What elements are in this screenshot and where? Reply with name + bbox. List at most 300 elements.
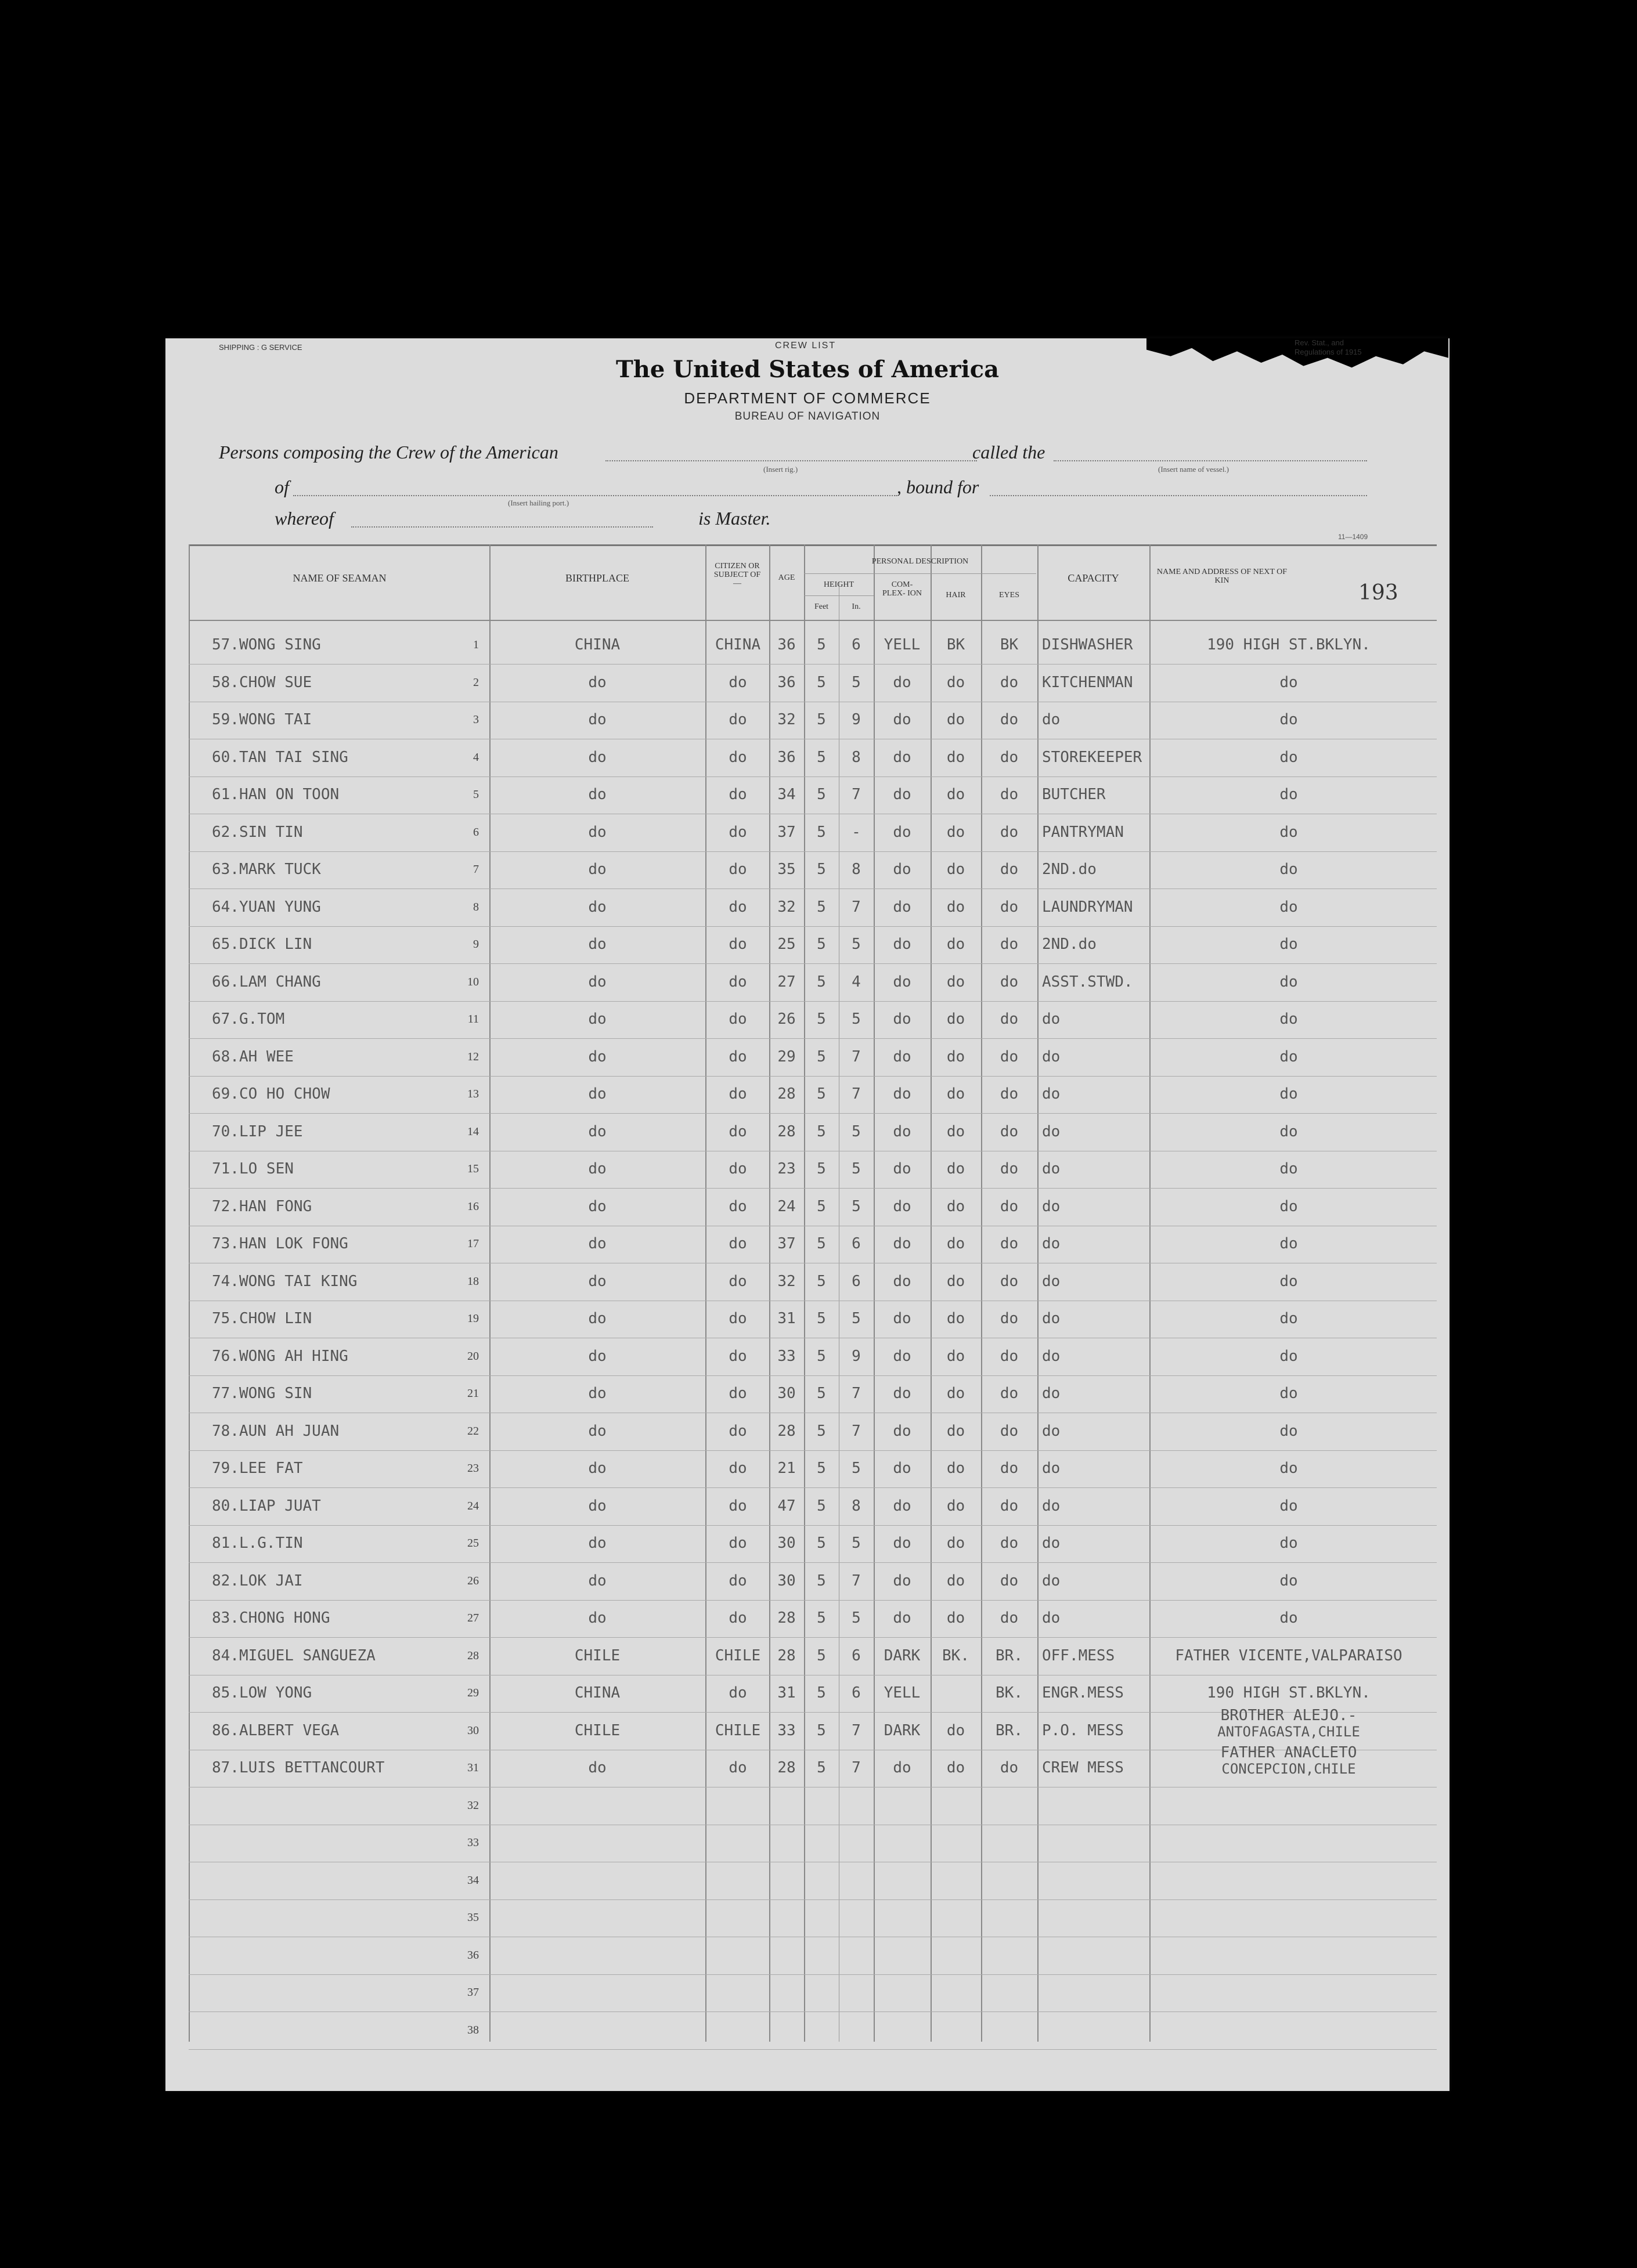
next-of-kin: do <box>1279 1272 1298 1290</box>
age: 21 <box>777 1460 796 1477</box>
birthplace: do <box>588 1160 607 1178</box>
capacity: ENGR.MESS <box>1042 1684 1124 1702</box>
table-row <box>189 1861 1437 1900</box>
seaman-name: 62.SIN TIN <box>212 823 303 841</box>
line-number: 33 <box>467 1836 479 1849</box>
birthplace: do <box>588 861 607 878</box>
age: 29 <box>777 1048 796 1066</box>
hair: do <box>946 1460 965 1477</box>
age: 30 <box>777 1385 796 1402</box>
next-of-kin: do <box>1279 1197 1298 1215</box>
table-row <box>189 1225 1437 1263</box>
age: 28 <box>777 1759 796 1776</box>
citizenship: do <box>729 1759 747 1776</box>
table-row <box>189 1000 1437 1039</box>
complexion: DARK <box>884 1646 921 1664</box>
birthplace: do <box>588 1759 607 1776</box>
birthplace: CHILE <box>574 1721 621 1739</box>
next-of-kin: do <box>1279 711 1298 728</box>
line-number: 38 <box>467 2023 479 2036</box>
table-row <box>189 1786 1437 1825</box>
height-feet: 5 <box>817 1310 826 1327</box>
hair <box>931 1786 981 1825</box>
table-row <box>189 813 1437 852</box>
next-of-kin: do <box>1279 936 1298 953</box>
department-name: DEPARTMENT OF COMMERCE <box>684 389 931 407</box>
col-height: HEIGHT <box>823 580 854 589</box>
seaman-name: 73.HAN LOK FONG <box>212 1235 348 1252</box>
hair: do <box>946 1347 965 1365</box>
eyes: do <box>1000 1085 1019 1103</box>
complexion <box>874 1861 931 1899</box>
line-number: 23 <box>467 1462 479 1475</box>
citizenship: do <box>729 1385 747 1402</box>
height-feet: 5 <box>817 636 826 653</box>
table-row <box>189 1262 1437 1301</box>
port-hint: (Insert hailing port.) <box>508 499 569 507</box>
height-inches: 6 <box>852 636 861 653</box>
next-of-kin: 190 HIGH ST.BKLYN. <box>1207 1684 1371 1702</box>
height-feet: 5 <box>817 748 826 766</box>
complexion: DARK <box>884 1721 921 1739</box>
height-feet: 5 <box>817 786 826 803</box>
height-feet: 5 <box>817 711 826 728</box>
hair <box>931 1973 981 2011</box>
height-feet: 5 <box>817 1197 826 1215</box>
next-of-kin: do <box>1279 1572 1298 1590</box>
hair: do <box>946 1310 965 1327</box>
birthplace: do <box>588 1347 607 1365</box>
eyes <box>981 1786 1037 1825</box>
birthplace: do <box>588 1197 607 1215</box>
citizenship: do <box>729 711 747 728</box>
eyes: do <box>1000 1497 1019 1515</box>
eyes: BK. <box>996 1684 1023 1702</box>
hair: do <box>946 1534 965 1552</box>
next-of-kin: do <box>1279 1010 1298 1028</box>
capacity: 2ND.do <box>1042 936 1097 953</box>
next-of-kin: do <box>1279 1422 1298 1440</box>
complexion: do <box>893 673 911 691</box>
height-inches: 6 <box>852 1235 861 1252</box>
vessel-hint: (Insert name of vessel.) <box>1158 465 1229 474</box>
citizenship: do <box>729 1160 747 1178</box>
birthplace: do <box>588 1122 607 1140</box>
line-number: 28 <box>467 1649 479 1662</box>
height-inches: 7 <box>852 1085 861 1103</box>
height-feet: 5 <box>817 1048 826 1066</box>
eyes: BR. <box>996 1721 1023 1739</box>
birthplace: do <box>588 1460 607 1477</box>
regulations-note: Regulations of 1915 <box>1295 348 1362 356</box>
seaman-name: 85.LOW YONG <box>212 1684 312 1702</box>
age <box>769 1973 804 2011</box>
line-number: 14 <box>467 1125 479 1138</box>
complexion: YELL <box>884 1684 921 1702</box>
next-of-kin: do <box>1279 786 1298 803</box>
capacity: STOREKEEPER <box>1042 748 1142 766</box>
next-of-kin: do <box>1279 973 1298 991</box>
complexion: YELL <box>884 636 921 653</box>
age: 36 <box>777 748 796 766</box>
citizenship: do <box>729 898 747 916</box>
rig-blank <box>605 460 977 461</box>
line-number: 10 <box>467 975 479 988</box>
capacity: ASST.STWD. <box>1042 973 1133 991</box>
height-inches: 5 <box>852 936 861 953</box>
crew-list-label: CREW LIST <box>775 341 836 351</box>
height-feet: 5 <box>817 1460 826 1477</box>
height-feet: 5 <box>817 1422 826 1440</box>
hair: BK <box>946 636 965 653</box>
eyes: do <box>1000 1122 1019 1140</box>
hair: do <box>946 711 965 728</box>
seaman-name <box>212 1786 485 1825</box>
hair: do <box>946 1160 965 1178</box>
line-number: 37 <box>467 1986 479 1999</box>
birthplace: do <box>588 1385 607 1402</box>
complexion: do <box>893 786 911 803</box>
citizenship: do <box>729 1347 747 1365</box>
table-row <box>189 626 1437 664</box>
complexion: do <box>893 1497 911 1515</box>
next-of-kin <box>1149 1861 1428 1899</box>
destination-blank <box>990 495 1367 496</box>
table-row <box>189 663 1437 702</box>
capacity: do <box>1042 1272 1061 1290</box>
hair <box>931 1823 981 1862</box>
age: 28 <box>777 1122 796 1140</box>
seaman-name: 60.TAN TAI SING <box>212 748 348 766</box>
citizenship <box>705 1936 770 1974</box>
eyes: do <box>1000 898 1019 916</box>
age: 26 <box>777 1010 796 1028</box>
line-number: 26 <box>467 1574 479 1587</box>
bureau-name: BUREAU OF NAVIGATION <box>734 410 881 422</box>
next-of-kin: do <box>1279 673 1298 691</box>
complexion: do <box>893 898 911 916</box>
line-number: 5 <box>473 788 479 801</box>
height-inches: 6 <box>852 1272 861 1290</box>
master-blank <box>351 526 653 528</box>
citizenship: CHILE <box>715 1646 761 1664</box>
age: 28 <box>777 1609 796 1627</box>
capacity <box>1042 1786 1152 1825</box>
capacity: LAUNDRYMAN <box>1042 898 1133 916</box>
table-row <box>189 1075 1437 1114</box>
complexion <box>874 2011 931 2049</box>
form-number: 11—1409 <box>1338 533 1368 541</box>
age: 23 <box>777 1160 796 1178</box>
complexion: do <box>893 1310 911 1327</box>
height-inches: 5 <box>852 1122 861 1140</box>
hair: do <box>946 786 965 803</box>
height-feet <box>804 1861 839 1899</box>
capacity: DISHWASHER <box>1042 636 1133 653</box>
next-of-kin: do <box>1279 1609 1298 1627</box>
complexion: do <box>893 1609 911 1627</box>
birthplace <box>489 1898 705 1937</box>
capacity: do <box>1042 1460 1061 1477</box>
complexion: do <box>893 823 911 841</box>
hair: do <box>946 823 965 841</box>
eyes <box>981 1898 1037 1937</box>
line-number: 13 <box>467 1088 479 1100</box>
age: 37 <box>777 1235 796 1252</box>
capacity: do <box>1042 1572 1061 1590</box>
height-inches: 5 <box>852 673 861 691</box>
height-inches: 6 <box>852 1646 861 1664</box>
hair: do <box>946 1572 965 1590</box>
age: 32 <box>777 1272 796 1290</box>
seaman-name: 80.LIAP JUAT <box>212 1497 321 1515</box>
line-number: 18 <box>467 1274 479 1288</box>
line-number: 31 <box>467 1761 479 1774</box>
height-feet: 5 <box>817 1085 826 1103</box>
eyes: do <box>1000 1160 1019 1178</box>
seaman-name <box>212 1936 485 1974</box>
next-of-kin: do <box>1279 1085 1298 1103</box>
age: 28 <box>777 1422 796 1440</box>
birthplace: CHILE <box>574 1646 621 1664</box>
age: 35 <box>777 861 796 878</box>
height-inches <box>839 1898 874 1937</box>
birthplace: do <box>588 786 607 803</box>
birthplace: CHINA <box>574 636 621 653</box>
table-row <box>189 1374 1437 1413</box>
line-number: 27 <box>467 1612 479 1624</box>
citizenship: do <box>729 1235 747 1252</box>
table-row <box>189 1299 1437 1338</box>
age: 36 <box>777 673 796 691</box>
complexion: do <box>893 1572 911 1590</box>
seaman-name <box>212 1898 485 1937</box>
capacity: do <box>1042 711 1061 728</box>
height-feet: 5 <box>817 1272 826 1290</box>
next-of-kin: do <box>1279 1235 1298 1252</box>
seaman-name: 78.AUN AH JUAN <box>212 1422 340 1440</box>
birthplace: CHINA <box>574 1684 621 1702</box>
eyes: do <box>1000 973 1019 991</box>
height-feet: 5 <box>817 1497 826 1515</box>
table-row <box>189 2011 1437 2050</box>
hair: do <box>946 1609 965 1627</box>
line-number: 11 <box>467 1013 479 1025</box>
birthplace: do <box>588 673 607 691</box>
line-number: 6 <box>473 825 479 839</box>
called-the-label: called the <box>972 442 1045 463</box>
citizenship: do <box>729 1460 747 1477</box>
next-of-kin: FATHER VICENTE,VALPARAISO <box>1175 1646 1402 1664</box>
line-number: 25 <box>467 1537 479 1550</box>
height-inches: 5 <box>852 1534 861 1552</box>
seaman-name <box>212 1823 485 1862</box>
eyes: do <box>1000 711 1019 728</box>
next-of-kin: do <box>1279 861 1298 878</box>
complexion: do <box>893 1085 911 1103</box>
next-of-kin <box>1149 1823 1428 1862</box>
table-row <box>189 850 1437 889</box>
birthplace <box>489 1936 705 1974</box>
next-of-kin: 190 HIGH ST.BKLYN. <box>1207 636 1371 653</box>
citizenship: do <box>729 1684 747 1702</box>
height-inches: - <box>852 823 861 841</box>
birthplace: do <box>588 1010 607 1028</box>
eyes: do <box>1000 1272 1019 1290</box>
birthplace: do <box>588 1048 607 1066</box>
seaman-name: 84.MIGUEL SANGUEZA <box>212 1646 376 1664</box>
height-feet <box>804 1936 839 1974</box>
capacity <box>1042 1898 1152 1937</box>
seaman-name <box>212 1973 485 2011</box>
seaman-name: 63.MARK TUCK <box>212 861 321 878</box>
seaman-name: 57.WONG SING <box>212 636 321 653</box>
hair: do <box>946 1235 965 1252</box>
eyes: do <box>1000 1010 1019 1028</box>
eyes: do <box>1000 1572 1019 1590</box>
complexion: do <box>893 1122 911 1140</box>
seaman-name: 74.WONG TAI KING <box>212 1272 358 1290</box>
complexion <box>874 1823 931 1862</box>
citizenship: CHINA <box>715 636 761 653</box>
eyes: do <box>1000 1197 1019 1215</box>
eyes: do <box>1000 786 1019 803</box>
of-label: of <box>275 476 289 497</box>
eyes: do <box>1000 1609 1019 1627</box>
eyes <box>981 1936 1037 1974</box>
height-inches <box>839 2011 874 2049</box>
height-feet: 5 <box>817 1385 826 1402</box>
eyes <box>981 1973 1037 2011</box>
height-inches: 7 <box>852 1572 861 1590</box>
height-inches <box>839 1861 874 1899</box>
seaman-name: 58.CHOW SUE <box>212 673 312 691</box>
capacity <box>1042 1823 1152 1862</box>
age <box>769 1786 804 1825</box>
height-inches <box>839 1823 874 1862</box>
birthplace: do <box>588 748 607 766</box>
rev-stat-note: Rev. Stat., and <box>1295 338 1344 347</box>
bound-for-label: , bound for <box>897 476 979 497</box>
next-of-kin <box>1149 1936 1428 1974</box>
capacity: do <box>1042 1048 1061 1066</box>
height-inches: 9 <box>852 711 861 728</box>
birthplace <box>489 1973 705 2011</box>
capacity: do <box>1042 1235 1061 1252</box>
page-number: 193 <box>1358 581 1398 605</box>
seaman-name: 79.LEE FAT <box>212 1460 303 1477</box>
height-feet: 5 <box>817 673 826 691</box>
col-eyes: EYES <box>999 591 1019 599</box>
seaman-name: 83.CHONG HONG <box>212 1609 330 1627</box>
height-inches: 7 <box>852 1385 861 1402</box>
height-inches: 8 <box>852 748 861 766</box>
complexion: do <box>893 1160 911 1178</box>
hair: do <box>946 1422 965 1440</box>
age: 31 <box>777 1684 796 1702</box>
capacity: 2ND.do <box>1042 861 1097 878</box>
citizenship <box>705 2011 770 2049</box>
capacity: do <box>1042 1609 1061 1627</box>
table-row <box>189 1487 1437 1526</box>
capacity <box>1042 1973 1152 2011</box>
citizenship <box>705 1861 770 1899</box>
line-number: 19 <box>467 1312 479 1325</box>
col-capacity: CAPACITY <box>1068 572 1119 584</box>
line-number: 21 <box>467 1387 479 1400</box>
height-feet: 5 <box>817 973 826 991</box>
birthplace <box>489 1861 705 1899</box>
next-of-kin: BROTHER ALEJO.- <box>1220 1706 1357 1724</box>
height-feet <box>804 1786 839 1825</box>
birthplace: do <box>588 936 607 953</box>
table-row <box>189 925 1437 964</box>
height-feet: 5 <box>817 1684 826 1702</box>
height-feet: 5 <box>817 861 826 878</box>
line-number: 22 <box>467 1424 479 1438</box>
next-of-kin-address: ANTOFAGASTA,CHILE <box>1217 1723 1360 1740</box>
next-of-kin-address: CONCEPCION,CHILE <box>1221 1761 1356 1777</box>
citizenship: do <box>729 1422 747 1440</box>
eyes: do <box>1000 936 1019 953</box>
citizenship: do <box>729 748 747 766</box>
eyes: do <box>1000 1460 1019 1477</box>
eyes <box>981 1861 1037 1899</box>
seaman-name: 72.HAN FONG <box>212 1197 312 1215</box>
eyes <box>981 2011 1037 2049</box>
hair: do <box>946 1048 965 1066</box>
height-feet: 5 <box>817 898 826 916</box>
hair <box>931 2011 981 2049</box>
height-feet: 5 <box>817 1010 826 1028</box>
seaman-name: 75.CHOW LIN <box>212 1310 312 1327</box>
citizenship: do <box>729 1048 747 1066</box>
citizenship: do <box>729 673 747 691</box>
birthplace <box>489 2011 705 2049</box>
next-of-kin: do <box>1279 1160 1298 1178</box>
capacity <box>1042 2011 1152 2049</box>
height-inches: 5 <box>852 1460 861 1477</box>
capacity: do <box>1042 1160 1061 1178</box>
table-row <box>189 1524 1437 1563</box>
height-feet: 5 <box>817 1160 826 1178</box>
citizenship: do <box>729 936 747 953</box>
table-row <box>189 738 1437 777</box>
height-feet: 5 <box>817 1235 826 1252</box>
col-next-of-kin: NAME AND ADDRESS OF NEXT OF KIN <box>1156 568 1288 585</box>
eyes: do <box>1000 1310 1019 1327</box>
citizenship: do <box>729 1310 747 1327</box>
age <box>769 1861 804 1899</box>
next-of-kin: do <box>1279 748 1298 766</box>
birthplace: do <box>588 1235 607 1252</box>
eyes: do <box>1000 1759 1019 1776</box>
crew-list-document <box>165 338 1449 2091</box>
complexion: do <box>893 1385 911 1402</box>
age: 25 <box>777 936 796 953</box>
citizenship: do <box>729 1197 747 1215</box>
capacity: do <box>1042 1347 1061 1365</box>
table-row <box>189 1412 1437 1451</box>
capacity: do <box>1042 1122 1061 1140</box>
line-number: 12 <box>467 1050 479 1063</box>
eyes <box>981 1823 1037 1862</box>
height-feet: 5 <box>817 1759 826 1776</box>
capacity: do <box>1042 1422 1061 1440</box>
table-row <box>189 700 1437 739</box>
height-feet: 5 <box>817 1646 826 1664</box>
seaman-name: 71.LO SEN <box>212 1160 294 1178</box>
